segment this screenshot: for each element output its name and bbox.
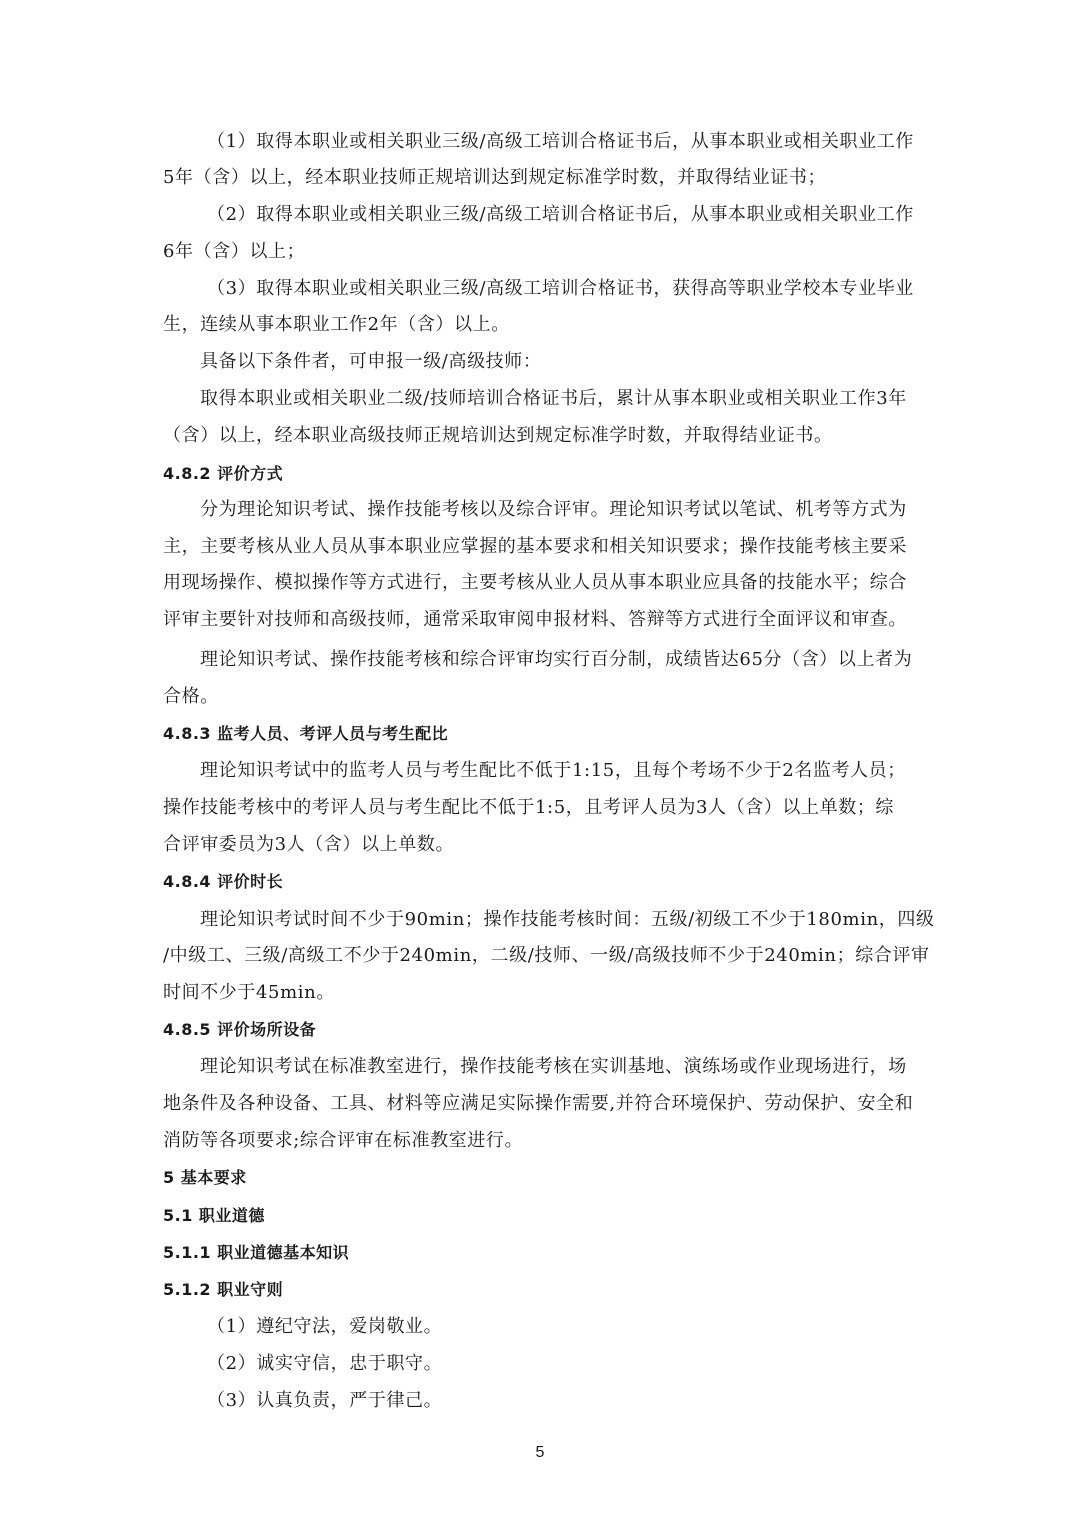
para-10-line-3: 消防等各项要求;综合评审在标准教室进行。 [163, 1130, 524, 1151]
rule-2: （2）诚实守信，忠于职守。 [207, 1353, 443, 1374]
page-number: 5 [535, 1444, 545, 1461]
heading-5-1-2: 5.1.2 职业守则 [163, 1280, 284, 1299]
heading-4-8-3: 4.8.3 监考人员、考评人员与考生配比 [163, 724, 449, 743]
para-6-line-1: 分为理论知识考试、操作技能考核以及综合评审。理论知识考试以笔试、机考等方式为 [200, 499, 907, 520]
para-9-line-1: 理论知识考试时间不少于90min；操作技能考核时间：五级/初级工不少于180min，四级 [200, 909, 935, 930]
para-10-line-2: 地条件及各种设备、工具、材料等应满足实际操作需要,并符合环境保护、劳动保护、安全和 [163, 1093, 914, 1114]
para-10-line-1: 理论知识考试在标准教室进行，操作技能考核在实训基地、演练场或作业现场进行，场 [200, 1056, 907, 1077]
rule-1: （1）遵纪守法，爱岗敬业。 [207, 1316, 443, 1337]
para-5-line-2: （含）以上，经本职业高级技师正规培训达到规定标准学时数，并取得结业证书。 [163, 425, 833, 446]
heading-4-8-5: 4.8.5 评价场所设备 [163, 1020, 317, 1039]
para-7-line-2: 合格。 [163, 686, 219, 707]
para-2-line-1: （2）取得本职业或相关职业三级/高级工培训合格证书后，从事本职业或相关职业工作 [207, 204, 914, 225]
para-5-line-1: 取得本职业或相关职业二级/技师培训合格证书后，累计从事本职业或相关职业工作3年 [200, 388, 907, 409]
para-4-line-1: 具备以下条件者，可申报一级/高级技师： [200, 351, 542, 372]
para-8-line-2: 操作技能考核中的考评人员与考生配比不低于1:5，且考评人员为3人（含）以上单数；综 [163, 797, 895, 818]
para-9-line-3: 时间不少于45min。 [163, 982, 335, 1003]
heading-5-1-1: 5.1.1 职业道德基本知识 [163, 1243, 350, 1262]
para-8-line-3: 合评审委员为3人（含）以上单数。 [163, 834, 455, 855]
para-1-line-1: （1）取得本职业或相关职业三级/高级工培训合格证书后，从事本职业或相关职业工作 [207, 131, 914, 152]
para-6-line-2: 主，主要考核从业人员从事本职业应掌握的基本要求和相关知识要求；操作技能考核主要采 [163, 536, 907, 557]
para-7-line-1: 理论知识考试、操作技能考核和综合评审均实行百分制，成绩皆达65分（含）以上者为 [200, 649, 913, 670]
para-2-line-2: 6年（含）以上； [163, 241, 306, 262]
heading-4-8-2: 4.8.2 评价方式 [163, 464, 284, 483]
para-8-line-1: 理论知识考试中的监考人员与考生配比不低于1:15，且每个考场不少于2名监考人员； [200, 760, 906, 781]
rule-3: （3）认真负责，严于律己。 [207, 1390, 443, 1411]
para-1-line-2: 5年（含）以上，经本职业技师正规培训达到规定标准学时数，并取得结业证书； [163, 167, 827, 188]
para-6-line-4: 评审主要针对技师和高级技师，通常采取审阅申报材料、答辩等方式进行全面评议和审查。 [163, 609, 907, 630]
para-9-line-2: /中级工、三级/高级工不少于240min，二级/技师、一级/高级技师不少于240min；综合评审 [163, 945, 930, 966]
heading-5-1: 5.1 职业道德 [163, 1206, 265, 1225]
para-6-line-3: 用现场操作、模拟操作等方式进行，主要考核从业人员从事本职业应具备的技能水平；综合 [163, 572, 907, 593]
heading-5: 5 基本要求 [163, 1168, 247, 1187]
para-3-line-1: （3）取得本职业或相关职业三级/高级工培训合格证书，获得高等职业学校本专业毕业 [207, 278, 914, 299]
para-3-line-2: 生，连续从事本职业工作2年（含）以上。 [163, 314, 510, 335]
heading-4-8-4: 4.8.4 评价时长 [163, 872, 284, 891]
